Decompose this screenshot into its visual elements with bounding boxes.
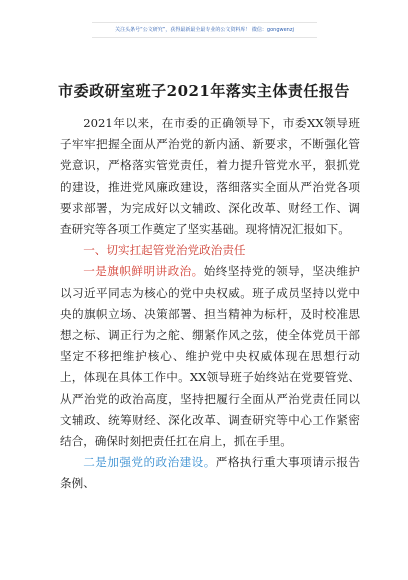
paragraph-2 [60,452,360,494]
intro-paragraph: 2021年以来，在市委的正确领导下，市委XX领导班子牢牢把握全面从严治党的新内涵、新要求，不断强化管党意识，严格落实管党责任，着力提升管党水平，狠抓党的建设，推进党风廉政建设，落细落实全面从严治党各项要求部署，为完成好以文辅政、深化改革、财经工作、调查研究等各项工作奠定了坚实基础。现将情况汇报如下。 [60,116,360,237]
paragraph-2-body: 严格执行重大事项请示报告条例、 [60,455,360,491]
section-heading-1: 一、切实扛起管党治党政治责任 [83,243,246,258]
paragraph-2-lead: 二是加强党的政治建设。 [83,455,216,470]
document-body [60,113,360,495]
paragraph-1 [60,261,360,452]
document-title: 市委政研室班子2021年落实主体责任报告 [58,82,350,100]
header-banner: 关注头条号“公文研究”，获得最新最全最专业的公文资料库！ 微信：gongwenzj [92,22,317,38]
paragraph-1-lead: 一是旗帜鲜明讲政治。 [83,264,204,279]
paragraph-1-body: 始终坚持党的领导，坚决维护以习近平同志为核心的党中央权威。班子成员坚持以党中央的旗帜立场、决策部署、担当精神为标杆，及时校准思想之标、调正行为之舵、绷紧作风之弦，使全体党员干部坚定不移把维护核心、维护党中央权威体现在思想行动上，体现在具体工作中。XX领导班子始终站在党要管党、从严治党的政治高度，坚持把履行全面从严治党责任同以文辅政、统筹财经、深化改革、调查研究等中心工作紧密结合，确保时刻把责任扛在肩上，抓在手里。 [60,264,360,449]
